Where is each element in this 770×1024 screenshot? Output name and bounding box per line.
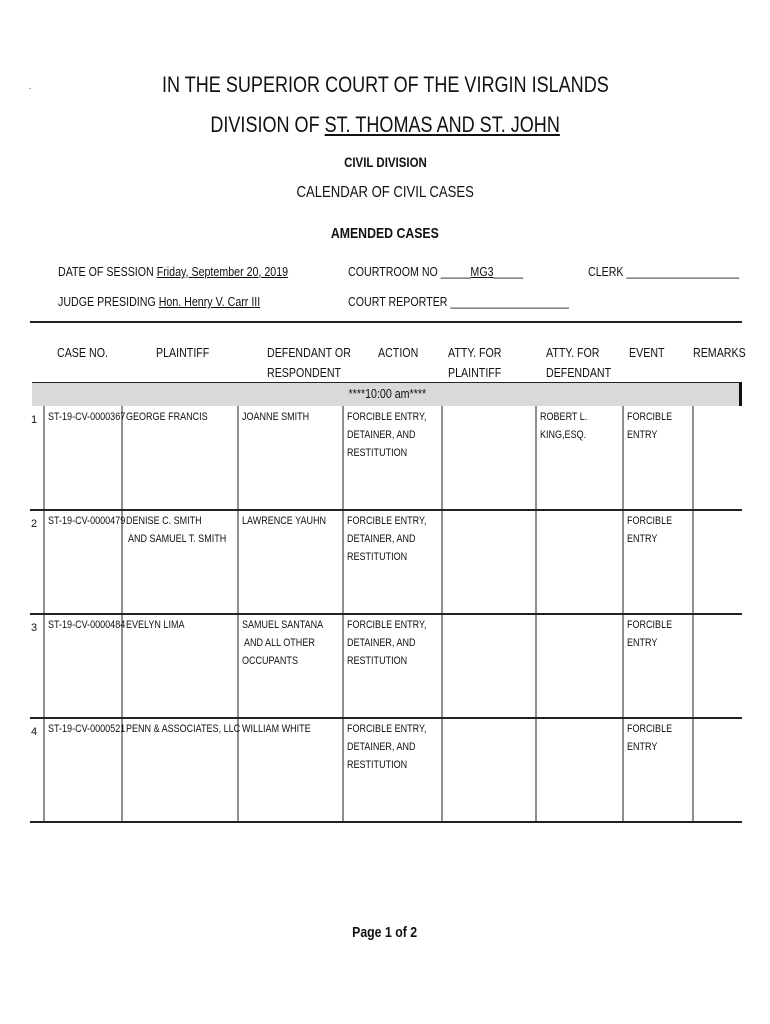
col-atty-plaintiff-line1: ATTY. FOR bbox=[448, 345, 502, 360]
courtroom-value: MG3 bbox=[470, 264, 494, 279]
division-islands: ST. THOMAS AND ST. JOHN bbox=[324, 112, 560, 137]
cell-line: DETAINER, AND bbox=[347, 637, 416, 649]
cell-line: RESTITUTION bbox=[347, 551, 408, 563]
cell-line: PENN & ASSOCIATES, LLC bbox=[126, 723, 241, 735]
cell-line: FORCIBLE ENTRY, bbox=[347, 619, 427, 631]
cell-line: DENISE C. SMITH bbox=[126, 515, 202, 527]
cell-line: EVELYN LIMA bbox=[126, 619, 185, 631]
cell-defendant bbox=[242, 616, 341, 670]
row-number: 3 bbox=[31, 622, 38, 634]
courtroom-no bbox=[348, 264, 562, 279]
cell-line: ENTRY bbox=[627, 533, 658, 545]
courtroom-blank-pre: _____ bbox=[440, 264, 471, 279]
cell-line: FORCIBLE bbox=[627, 515, 673, 527]
clerk-label: CLERK bbox=[588, 264, 627, 279]
judge-label: JUDGE PRESIDING bbox=[58, 294, 159, 309]
cell-line: ENTRY bbox=[627, 429, 658, 441]
row-number: 4 bbox=[31, 726, 38, 738]
cell-line: ST-19-CV-0000484 bbox=[48, 619, 126, 631]
cell-event bbox=[627, 616, 682, 652]
cell-defendant bbox=[242, 408, 324, 426]
col-atty-defendant-line2: DEFENDANT bbox=[546, 365, 612, 380]
row-number: 1 bbox=[31, 414, 38, 426]
division-title bbox=[0, 112, 770, 138]
date-value: Friday, September 20, 2019 bbox=[156, 264, 289, 279]
cell-action bbox=[347, 616, 444, 670]
col-defendant-line1: DEFENDANT OR bbox=[267, 345, 351, 360]
session-time-label: ****10:00 am**** bbox=[348, 386, 426, 401]
col-atty-plaintiff bbox=[448, 343, 513, 383]
cell-line: ENTRY bbox=[627, 741, 658, 753]
cell-line: ST-19-CV-0000521 bbox=[48, 723, 126, 735]
row-number: 2 bbox=[31, 518, 38, 530]
col-event: EVENT bbox=[629, 345, 665, 360]
cell-line: ENTRY bbox=[627, 637, 658, 649]
col-remarks: REMARKS bbox=[693, 345, 746, 360]
session-time-bar bbox=[32, 382, 742, 406]
clerk-value: ___________________ bbox=[626, 264, 740, 279]
cell-action bbox=[347, 720, 444, 774]
cell-line: SAMUEL SANTANA bbox=[242, 619, 324, 631]
judge-presiding bbox=[58, 294, 305, 309]
court-title-text: IN THE SUPERIOR COURT OF THE VIRGIN ISLANDS bbox=[161, 72, 609, 97]
clerk bbox=[588, 264, 770, 279]
court-title bbox=[0, 72, 770, 98]
cell-event bbox=[627, 512, 682, 548]
col-defendant-line2: RESPONDENT bbox=[267, 365, 342, 380]
col-atty-defendant-line1: ATTY. FOR bbox=[546, 345, 600, 360]
date-label: DATE OF SESSION bbox=[58, 264, 157, 279]
header-rule bbox=[30, 321, 742, 323]
judge-value: Hon. Henry V. Carr III bbox=[158, 294, 261, 309]
cell-line: AND SAMUEL T. SMITH bbox=[126, 533, 227, 545]
cell-line: FORCIBLE ENTRY, bbox=[347, 515, 427, 527]
date-of-session bbox=[58, 264, 339, 279]
cell-line: JOANNE SMITH bbox=[242, 411, 310, 423]
cell-line: ST-19-CV-0000367 bbox=[48, 411, 126, 423]
cell-line: FORCIBLE ENTRY, bbox=[347, 723, 427, 735]
col-atty-plaintiff-line2: PLAINTIFF bbox=[448, 365, 502, 380]
cell-line: FORCIBLE ENTRY, bbox=[347, 411, 427, 423]
cell-action bbox=[347, 512, 444, 566]
cell-line: FORCIBLE bbox=[627, 723, 673, 735]
cell-defendant bbox=[242, 720, 326, 738]
cell-line: LAWRENCE YAUHN bbox=[242, 515, 327, 527]
amended-cases-heading bbox=[0, 225, 770, 242]
cell-line: FORCIBLE bbox=[627, 411, 673, 423]
cell-event bbox=[627, 408, 682, 444]
cell-line: WILLIAM WHITE bbox=[242, 723, 311, 735]
amended-text: AMENDED CASES bbox=[331, 225, 439, 242]
cell-action bbox=[347, 408, 444, 462]
cell-line: RESTITUTION bbox=[347, 655, 408, 667]
court-reporter bbox=[348, 294, 618, 309]
reporter-label: COURT REPORTER bbox=[348, 294, 451, 309]
cell-line: DETAINER, AND bbox=[347, 533, 416, 545]
cell-line: AND ALL OTHER bbox=[242, 637, 315, 649]
col-defendant bbox=[267, 343, 369, 383]
cell-plaintiff bbox=[126, 616, 197, 634]
cell-event bbox=[627, 720, 682, 756]
reporter-value: ____________________ bbox=[450, 294, 570, 309]
col-atty-defendant bbox=[546, 343, 625, 383]
cell-line: OCCUPANTS bbox=[242, 655, 298, 667]
courtroom-label: COURTROOM NO bbox=[348, 264, 441, 279]
cell-line: FORCIBLE bbox=[627, 619, 673, 631]
col-action: ACTION bbox=[378, 345, 419, 360]
civil-division-text: CIVIL DIVISION bbox=[343, 154, 427, 170]
division-title-text bbox=[210, 112, 559, 138]
calendar-heading bbox=[0, 184, 770, 202]
courtroom-blank-post: _____ bbox=[493, 264, 524, 279]
col-case-no: CASE NO. bbox=[57, 345, 108, 360]
cell-line: DETAINER, AND bbox=[347, 741, 416, 753]
cell-line: ROBERT L. bbox=[540, 411, 588, 423]
stray-dot: . bbox=[29, 82, 32, 91]
cell-line: RESTITUTION bbox=[347, 447, 408, 459]
cell-plaintiff bbox=[126, 512, 248, 548]
cell-line: DETAINER, AND bbox=[347, 429, 416, 441]
cell-line: KING,ESQ. bbox=[540, 429, 587, 441]
cell-line: GEORGE FRANCIS bbox=[126, 411, 208, 423]
division-prefix: DIVISION OF bbox=[210, 112, 325, 137]
col-plaintiff: PLAINTIFF bbox=[156, 345, 210, 360]
cell-atty-defendant bbox=[540, 408, 598, 444]
cell-line: ST-19-CV-0000479 bbox=[48, 515, 126, 527]
calendar-text: CALENDAR OF CIVIL CASES bbox=[296, 184, 474, 201]
page-number: Page 1 of 2 bbox=[352, 924, 418, 941]
cell-line: RESTITUTION bbox=[347, 759, 408, 771]
civil-division-heading bbox=[0, 154, 770, 170]
cell-defendant bbox=[242, 512, 344, 530]
cell-plaintiff bbox=[126, 408, 226, 426]
